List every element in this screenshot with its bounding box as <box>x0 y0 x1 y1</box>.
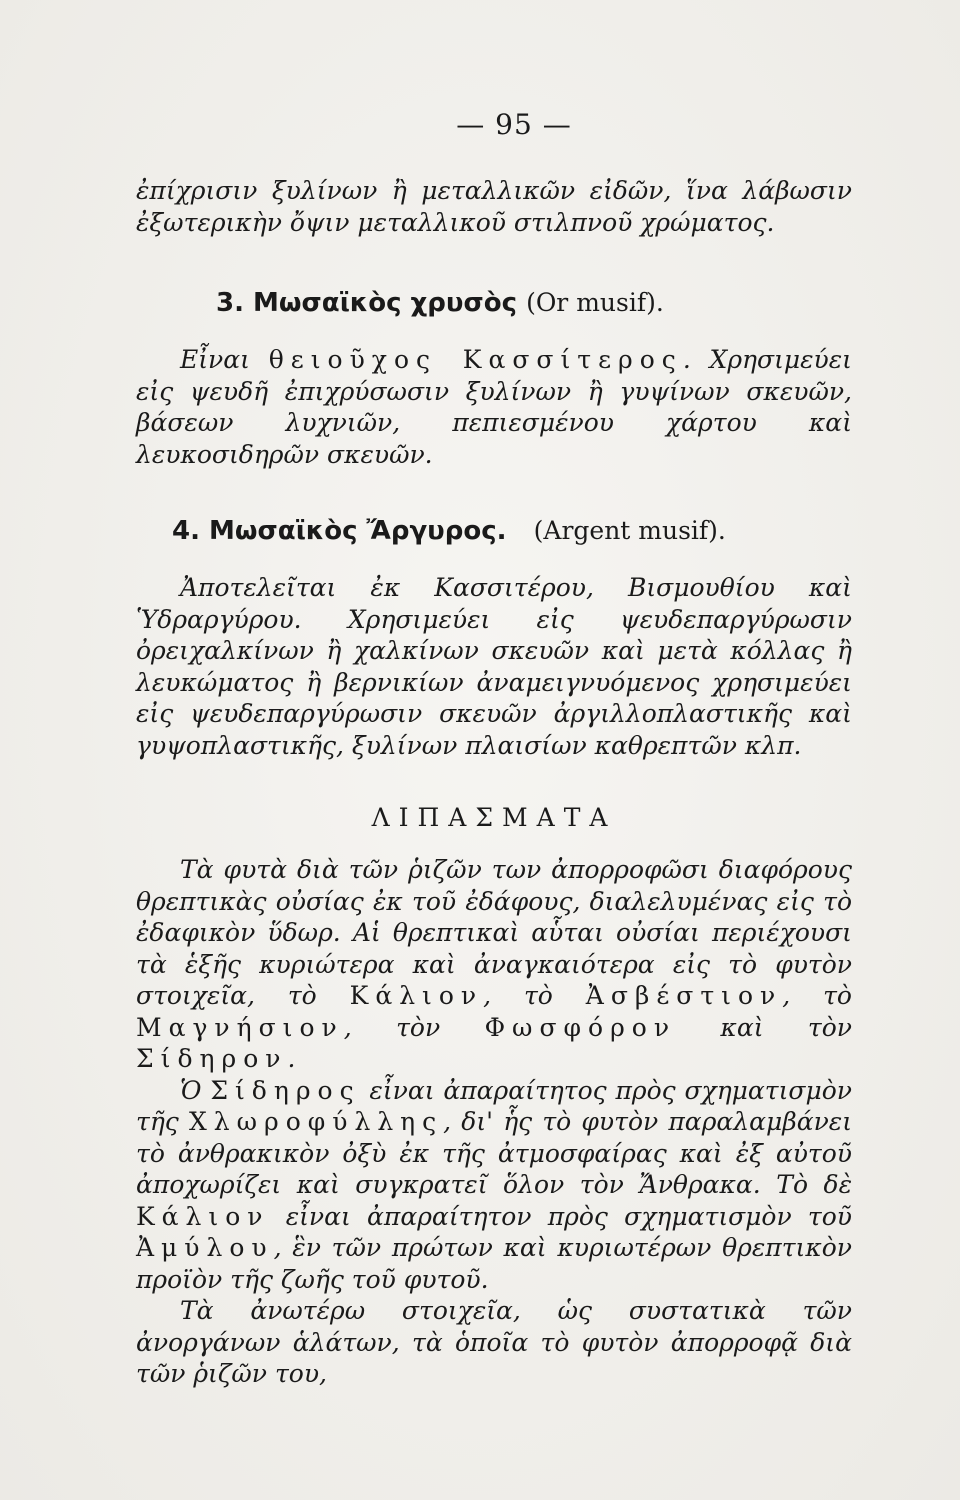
paragraph-mosaic-silver: Ἀποτελεῖται ἐκ Κασσιτέρου, Βισμουθίου καὶ Ὑδραργύρου. Χρησιμεύει εἰς ψευδεπαργύρωσιν ὀρειχαλκίνων ἢ χαλκίνων σκευῶν καὶ μετὰ κόλλας ἢ λευκώματος ἢ βερνικίων ἀναμειγνυόμενος χρησιμεύει εἰς ψευδεπαργύρωσιν σκευῶν ἀργιλλοπλαστικῆς καὶ γυψοπλαστικῆς, ξυλίνων πλαισίων καθρεπτῶν κλπ. <box>136 573 852 760</box>
para4-text-4: , τὸν <box>343 1012 485 1042</box>
page-number: — 95 — <box>456 108 572 141</box>
heading-mosaic-gold <box>136 288 852 318</box>
para2-spaced-term: θειοῦχος Κασσίτερος <box>268 345 683 374</box>
term-iron: Σίδηρον <box>136 1044 288 1073</box>
heading-mosaic-silver <box>136 516 852 546</box>
term-chlorophyll: Χλωροφύλλης <box>189 1107 444 1136</box>
para4-text-1: Τὰ φυτὰ διὰ τῶν ῥιζῶν των ἀπορροφῶσι διαφόρους θρεπτικὰς οὐσίας ἐκ τοῦ ἐδάφους, διαλελυμένας εἰς τὸ ἐδαφικὸν ὕδωρ. Αἱ θρεπτικαὶ αὗται οὐσίαι περιέχουσι τὰ ἑξῆς κυριώτερα καὶ ἀναγκαιότερα εἰς τὸ φυτὸν στοιχεῖα, τὸ <box>136 855 852 1010</box>
paragraph-plant-nutrients <box>136 854 852 1075</box>
para4-text-2: , τὸ <box>483 981 586 1010</box>
term-phosphorus: Φωσφόρον <box>484 1012 677 1042</box>
para5-text-2: εἶναι ἀπαραίτητος πρὸς σχηματισμὸν τῆς <box>136 1075 852 1136</box>
term-potassium: Κάλιον <box>349 981 484 1010</box>
para5-text-3: , δι' ἧς τὸ φυτὸν παραλαμβάνει τὸ ἀνθρακικὸν ὀξὺ ἐκ τῆς ἀτμοσφαίρας καὶ ἐξ αὐτοῦ ἀποχωρίζει καὶ συγκρατεῖ ὅλον τὸν Ἄνθρακα. Τὸ δὲ <box>136 1107 852 1199</box>
heading-mosaic-silver-french: (Argent musif). <box>533 516 726 545</box>
heading-mosaic-gold-title: 3. Μωσαϊκὸς χρυσὸς <box>216 288 517 318</box>
heading-mosaic-silver-title: 4. Μωσαϊκὸς Ἄργυρος. <box>172 516 507 546</box>
para5-text-4: εἶναι ἀπαραίτητον πρὸς σχηματισμὸν τοῦ <box>269 1201 852 1231</box>
term-magnesium: Μαγνήσιον <box>136 1012 344 1042</box>
term-potassium-2: Κάλιον <box>136 1201 270 1231</box>
term-calcium: Ἀσβέστιον <box>585 981 783 1010</box>
paragraph-elements-salts: Τὰ ἀνωτέρω στοιχεῖα, ὡς συστατικὰ τῶν ἀνοργάνων ἁλάτων, τὰ ὁποῖα τὸ φυτὸν ἀπορροφᾷ διὰ τῶν ῥιζῶν του, <box>136 1296 852 1388</box>
heading-mosaic-gold-french: (Or musif). <box>526 288 664 317</box>
para2-rest: . Χρησιμεύει εἰς ψευδῆ ἐπιχρύσωσιν ξυλίνων ἢ γυψίνων σκευῶν, βάσεων λυχνιῶν, πεπιεσμένου χάρτου καὶ λευκοσιδηρῶν σκευῶν. <box>136 345 852 469</box>
para4-text-6: . <box>287 1044 296 1073</box>
paragraph-varnish-continuation: ἐπίχρισιν ξυλίνων ἢ μεταλλικῶν εἰδῶν, ἵνα λάβωσιν ἐξωτερικὴν ὄψιν μεταλλικοῦ στιλπνοῦ χρώματος. <box>136 176 852 237</box>
para5-text-1: Ὁ <box>180 1075 211 1105</box>
para5-text-5: , ἓν τῶν πρώτων καὶ κυριωτέρων θρεπτικὸν προϊὸν τῆς ζωῆς τοῦ φυτοῦ. <box>136 1233 852 1294</box>
paragraph-mosaic-gold <box>136 344 852 470</box>
term-iron-2: Σίδηρος <box>210 1075 361 1105</box>
section-title-fertilizers: ΛΙΠΑΣΜΑΤΑ <box>371 803 617 832</box>
para4-text-5: καὶ τὸν <box>676 1012 852 1042</box>
paragraph-iron-potassium <box>136 1075 852 1296</box>
para2-lead: Εἶναι <box>180 345 250 374</box>
para4-text-3: , τὸ <box>782 981 852 1010</box>
term-starch: Ἀμύλου <box>136 1233 274 1262</box>
